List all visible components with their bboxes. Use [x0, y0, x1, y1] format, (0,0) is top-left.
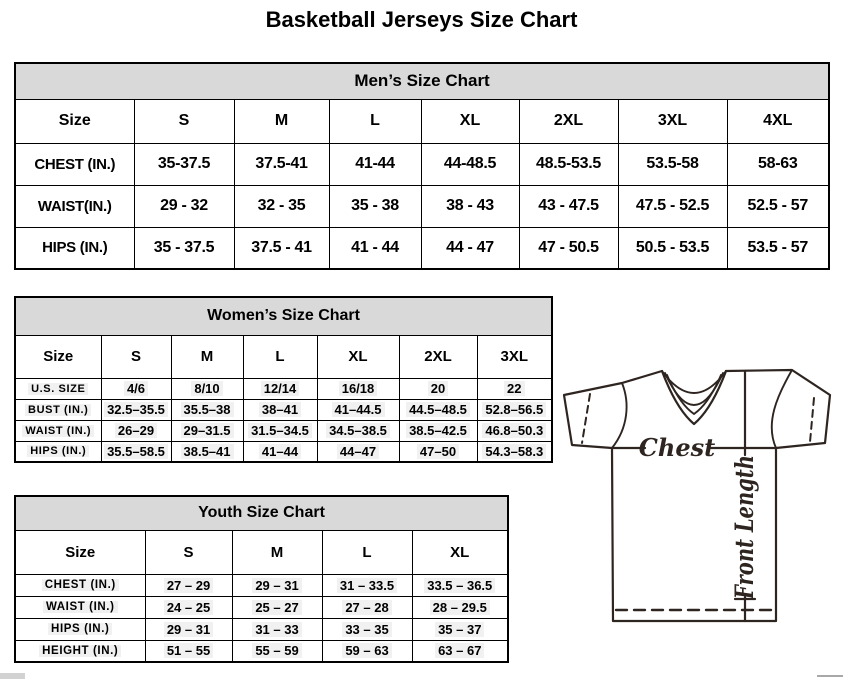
value-cell: 54.3–58.3 [477, 441, 552, 462]
front-length-label: Front Length [730, 414, 759, 599]
value-cell: 33 – 35 [322, 618, 412, 640]
value-cell: 20 [399, 378, 477, 399]
value-cell: 37.5 - 41 [234, 227, 329, 269]
value-cell: 35 – 37 [412, 618, 508, 640]
col-header-cell: Size [15, 335, 101, 378]
value-cell: 29 – 31 [232, 574, 322, 596]
chest-label: Chest [638, 433, 716, 462]
value-cell: 48.5-53.5 [519, 143, 618, 185]
row-label-cell: WAIST (IN.) [15, 596, 145, 618]
col-header-cell: 4XL [727, 99, 829, 143]
value-cell: 58-63 [727, 143, 829, 185]
row-label-cell: HIPS (IN.) [15, 441, 101, 462]
col-header-cell: M [232, 530, 322, 574]
col-header-cell: 2XL [399, 335, 477, 378]
row-label-cell: HIPS (IN.) [15, 618, 145, 640]
value-cell: 38.5–42.5 [399, 420, 477, 441]
value-cell: 29 – 31 [145, 618, 232, 640]
table-row [15, 441, 552, 462]
col-header-cell: M [171, 335, 243, 378]
col-header-cell: Size [15, 530, 145, 574]
col-header-cell: S [134, 99, 234, 143]
value-cell: 41–44.5 [317, 399, 399, 420]
value-cell: 52.8–56.5 [477, 399, 552, 420]
table-row [15, 596, 508, 618]
right-sleeve-seam [772, 370, 792, 448]
value-cell: 31 – 33.5 [322, 574, 412, 596]
value-cell: 46.8–50.3 [477, 420, 552, 441]
value-cell: 29 - 32 [134, 185, 234, 227]
value-cell: 35-37.5 [134, 143, 234, 185]
value-cell: 38–41 [243, 399, 317, 420]
row-label-cell: WAIST (IN.) [15, 420, 101, 441]
col-header-cell: S [101, 335, 171, 378]
collar-back-arc-outer [662, 371, 726, 393]
table-row [15, 574, 508, 596]
womens-chart-title: Women’s Size Chart [15, 297, 552, 335]
value-cell: 52.5 - 57 [727, 185, 829, 227]
value-cell: 34.5–38.5 [317, 420, 399, 441]
jersey-outline [564, 370, 830, 621]
value-cell: 44–47 [317, 441, 399, 462]
page-title: Basketball Jerseys Size Chart [265, 7, 578, 32]
row-label-cell: CHEST (IN.) [15, 574, 145, 596]
value-cell: 4/6 [101, 378, 171, 399]
row-label-cell: HEIGHT (IN.) [15, 640, 145, 662]
value-cell: 26–29 [101, 420, 171, 441]
col-header-cell: S [145, 530, 232, 574]
value-cell: 53.5-58 [618, 143, 727, 185]
row-label-cell: WAIST(IN.) [15, 185, 134, 227]
value-cell: 51 – 55 [145, 640, 232, 662]
table-row [15, 143, 829, 185]
value-cell: 35 - 37.5 [134, 227, 234, 269]
jersey-measurement-diagram [556, 363, 836, 629]
col-header-cell: Size [15, 99, 134, 143]
left-sleeve-seam [612, 383, 627, 448]
value-cell: 35.5–58.5 [101, 441, 171, 462]
value-cell: 32.5–35.5 [101, 399, 171, 420]
row-label-cell: BUST (IN.) [15, 399, 101, 420]
value-cell: 55 – 59 [232, 640, 322, 662]
value-cell: 43 - 47.5 [519, 185, 618, 227]
table-row [15, 618, 508, 640]
value-cell: 63 – 67 [412, 640, 508, 662]
value-cell: 50.5 - 53.5 [618, 227, 727, 269]
value-cell: 38.5–41 [171, 441, 243, 462]
col-header-cell: L [322, 530, 412, 574]
collar-v-inner [667, 375, 721, 414]
table-row [15, 640, 508, 662]
col-header-cell: M [234, 99, 329, 143]
value-cell: 35 - 38 [329, 185, 421, 227]
value-cell: 47 - 50.5 [519, 227, 618, 269]
right-cuff-dashed-line [810, 398, 814, 442]
col-header-cell: 3XL [477, 335, 552, 378]
value-cell: 29–31.5 [171, 420, 243, 441]
row-label-cell: U.S. SIZE [15, 378, 101, 399]
value-cell: 27 – 28 [322, 596, 412, 618]
scrollbar-fragment-right[interactable] [817, 675, 843, 677]
youth-size-chart-table [14, 495, 509, 663]
row-label-cell: HIPS (IN.) [15, 227, 134, 269]
col-header-cell: L [329, 99, 421, 143]
value-cell: 41 - 44 [329, 227, 421, 269]
collar-v-outer [662, 371, 726, 424]
womens-size-chart-table [14, 296, 553, 463]
value-cell: 25 – 27 [232, 596, 322, 618]
row-label-cell: CHEST (IN.) [15, 143, 134, 185]
value-cell: 47.5 - 52.5 [618, 185, 727, 227]
value-cell: 31.5–34.5 [243, 420, 317, 441]
col-header-cell: 2XL [519, 99, 618, 143]
value-cell: 44.5–48.5 [399, 399, 477, 420]
value-cell: 8/10 [171, 378, 243, 399]
value-cell: 53.5 - 57 [727, 227, 829, 269]
table-row [15, 420, 552, 441]
table-row [15, 378, 552, 399]
col-header-cell: L [243, 335, 317, 378]
col-header-cell: XL [421, 99, 519, 143]
value-cell: 37.5-41 [234, 143, 329, 185]
value-cell: 33.5 – 36.5 [412, 574, 508, 596]
value-cell: 12/14 [243, 378, 317, 399]
value-cell: 41-44 [329, 143, 421, 185]
table-row [15, 399, 552, 420]
value-cell: 35.5–38 [171, 399, 243, 420]
value-cell: 24 – 25 [145, 596, 232, 618]
col-header-cell: XL [412, 530, 508, 574]
value-cell: 28 – 29.5 [412, 596, 508, 618]
value-cell: 38 - 43 [421, 185, 519, 227]
value-cell: 47–50 [399, 441, 477, 462]
table-row [15, 185, 829, 227]
value-cell: 22 [477, 378, 552, 399]
value-cell: 41–44 [243, 441, 317, 462]
youth-chart-title: Youth Size Chart [15, 496, 508, 530]
col-header-cell: 3XL [618, 99, 727, 143]
mens-size-chart-table [14, 62, 830, 270]
value-cell: 32 - 35 [234, 185, 329, 227]
value-cell: 59 – 63 [322, 640, 412, 662]
value-cell: 16/18 [317, 378, 399, 399]
col-header-cell: XL [317, 335, 399, 378]
value-cell: 27 – 29 [145, 574, 232, 596]
table-row [15, 227, 829, 269]
value-cell: 31 – 33 [232, 618, 322, 640]
value-cell: 44-48.5 [421, 143, 519, 185]
left-cuff-dashed-line [582, 394, 590, 443]
mens-chart-title: Men’s Size Chart [15, 63, 829, 99]
value-cell: 44 - 47 [421, 227, 519, 269]
scrollbar-fragment-left[interactable] [0, 673, 25, 679]
